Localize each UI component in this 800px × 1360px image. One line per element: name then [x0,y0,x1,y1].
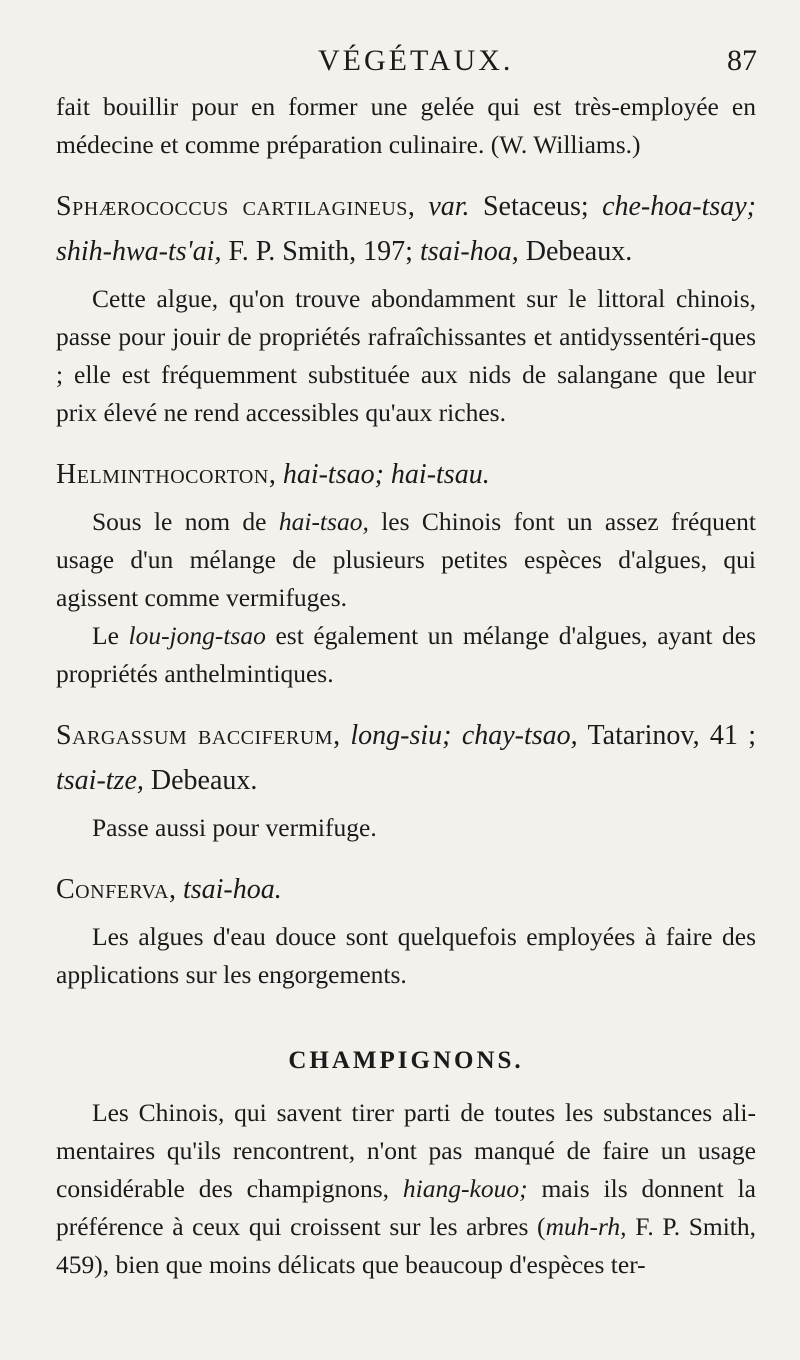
species-name: Helminthocorton [56,459,269,490]
reference: Debeaux. [525,236,633,267]
page-number: 87 [727,44,757,77]
text-run: Sous le nom de [92,507,267,536]
running-head [0,44,800,84]
species-name: Sargassum bacciferum [56,720,334,751]
section-heading: CHAMPIGNONS. [288,1047,524,1074]
reference: F. P. Smith, 197; [228,236,413,267]
paragraph-continuation: fait bouillir pour en former une gelée qui est très-employée en médecine et comme préparation culinaire. (W. Williams.) [56,92,756,159]
chinese-name: long-siu; chay-tsao, [350,720,578,751]
variety-abbrev: var. [428,191,470,222]
entry-conferva: Conferva, tsai-hoa. [56,874,282,905]
species-name: Conferva [56,874,169,905]
body-text [56,88,756,1284]
chinese-term: lou-jong-tsao [128,621,266,650]
text-run: Le [92,621,119,650]
running-title: VÉGÉTAUX. [318,44,514,77]
chinese-name: hai-tsao; hai-tsau. [282,459,490,490]
chinese-name: che-hoa-tsay; shih-hwa-ts'ai, [56,191,757,267]
chinese-term: muh-rh, [545,1212,627,1241]
chinese-term: hiang-kouo; [402,1174,528,1203]
text-run: mais ils donnent la préférence à ceux qui croissent sur les arbres ( [56,1174,756,1241]
chinese-name: tsai-hoa. [182,874,282,905]
chinese-term: hai-tsao, [278,507,369,536]
text-run: les Chinois font un assez fréquent usage d'un mélange de plusieurs petites espèces d'algues, qui agissent comme vermifuges. [56,507,756,612]
chinese-name: tsai-hoa, [419,236,519,267]
paragraph: Passe aussi pour vermifuge. [92,813,377,842]
entry-helminthocorton: Helminthocorton, hai-tsao; hai-tsau. [56,459,490,490]
species-name: Sphærococcus cartilagineus [56,191,408,222]
reference: Debeaux. [150,765,258,796]
paragraph [56,1094,756,1284]
paragraph [56,617,756,693]
paragraph: Cette algue, qu'on trouve abondamment sur le littoral chinois, passe pour jouir de propriétés rafraîchissantes et antidyssentéri-ques ; elle est fréquemment substituée aux nids de salangane que leur prix élevé ne rend accessibles qu'aux riches. [56,284,756,427]
reference: Tatarinov, 41 ; [587,720,757,751]
text-run: est également un mélange d'algues, ayant des propriétés anthelmintiques. [56,621,756,688]
text-run: F. P. Smith, 459), bien que moins délicats que beaucoup d'espèces ter- [56,1212,757,1279]
entry-sargassum: Sargassum bacciferum, long-siu; chay-tsao, Tatarinov, 41 ; tsai-tze, Debeaux. [56,720,757,796]
entry-sphaerococcus: Sphærococcus cartilagineus, var. Setaceus; che-hoa-tsay; shih-hwa-ts'ai, F. P. Smith, 197; tsai-hoa, Debeaux. [56,191,757,267]
chinese-name: tsai-tze, [56,765,144,796]
paragraph: Les algues d'eau douce sont quelquefois employées à faire des applications sur les engorgements. [56,922,756,989]
variety-name: Setaceus; [482,191,589,222]
text-run: Les Chinois, qui savent tirer parti de toutes les substances ali-mentaires qu'ils rencontrent, n'ont pas manqué de faire un usage considérable des champignons, [56,1098,756,1203]
paragraph [56,503,756,617]
